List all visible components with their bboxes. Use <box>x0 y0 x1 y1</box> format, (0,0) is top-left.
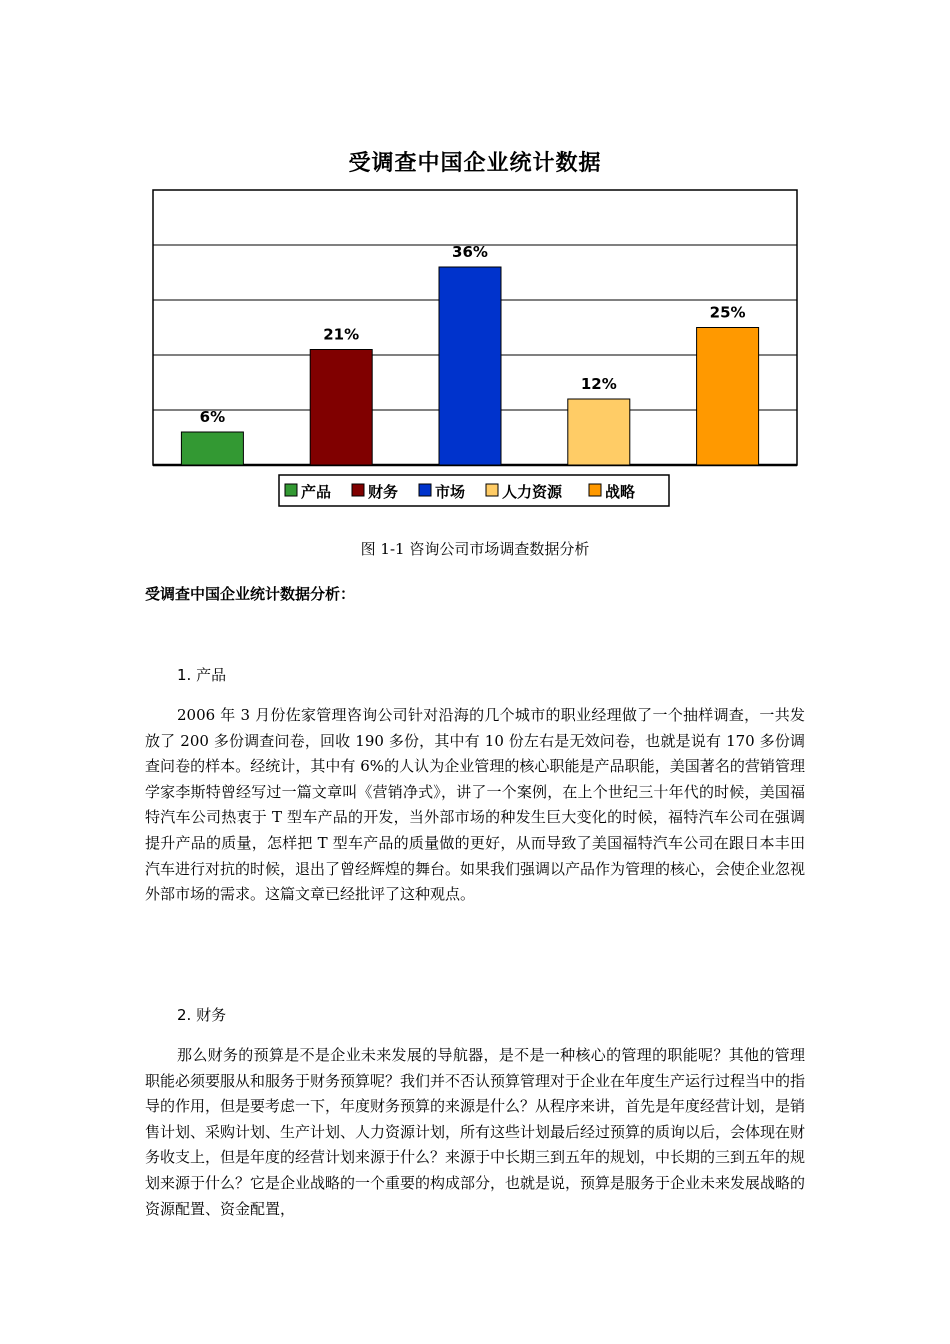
data-label: 36% <box>452 243 488 261</box>
legend-label: 战略 <box>605 483 636 501</box>
legend-label: 财务 <box>368 483 399 501</box>
figure-caption: 图 1-1 咨询公司市场调查数据分析 <box>360 540 590 558</box>
bar-2 <box>310 350 372 466</box>
data-label: 6% <box>199 408 226 426</box>
section-title-finance: 2. 财务 <box>177 1006 227 1024</box>
bar-3 <box>439 267 501 465</box>
data-label: 21% <box>323 325 360 344</box>
section-body-product: 2006 年 3 月份佐家管理咨询公司针对沿海的几个城市的职业经理做了一个抽样调查，一共发放了 200 多份调查问卷，回收 190 多份，其中有 10 份左右是无效问卷，也就是说有 170 多份调查问卷的样本。经统计，其中有 6%的人认为企业管理的核心职能是产品职能，美国著名的营销管理学家李斯特曾经写过一篇文章叫《营销净式》，讲了一个案例，在上个世纪三十年代的时候，美国福特汽车公司热衷于 T 型车产品的开发，当外部市场的种发生巨大变化的时候，福特汽车公司在强调提升产品的质量，怎样把 T 型车产品的质量做的更好，从而导致了美国福特汽车公司在跟日本丰田汽车进行对抗的时候，退出了曾经辉煌的舞台。如果我们强调以产品作为管理的核心，会使企业忽视外部市场的需求。这篇文章已经批评了这种观点。 <box>145 706 806 904</box>
legend-swatch <box>285 484 297 496</box>
bar-5 <box>697 328 759 466</box>
analysis-heading: 受调查中国企业统计数据分析： <box>145 585 356 603</box>
bar-chart <box>0 0 950 520</box>
legend-swatch <box>486 484 498 496</box>
section-body-finance: 那么财务的预算是不是企业未来发展的导航器，是不是一种核心的管理的职能呢？其他的管理职能必须要服从和服务于财务预算呢？我们并不否认预算管理对于企业在年度生产运行过程当中的指导的作用，但是要考虑一下，年度财务预算的来源是什么？从程序来讲，首先是年度经营计划，是销售计划、采购计划、生产计划、人力资源计划，所有这些计划最后经过预算的质询以后，会体现在财务收支上，但是年度的经营计划来源于什么？来源于中长期三到五年的规划，中长期的三到五年的规划来源于什么？它是企业战略的一个重要的构成部分，也就是说，预算是服务于企业未来发展战略的资源配置、资金配置， <box>145 1046 806 1218</box>
bar-4 <box>568 399 630 465</box>
bar-1 <box>181 432 243 465</box>
legend-label: 人力资源 <box>502 483 563 501</box>
chart-title: 受调查中国企业统计数据 <box>348 151 602 176</box>
legend-swatch <box>589 484 601 496</box>
legend-label: 产品 <box>301 483 332 501</box>
legend-label: 市场 <box>435 483 466 501</box>
legend-swatch <box>419 484 431 496</box>
data-label: 25% <box>709 303 746 322</box>
data-label: 12% <box>580 375 617 393</box>
legend-swatch <box>352 484 364 496</box>
section-title-product: 1. 产品 <box>177 666 227 684</box>
